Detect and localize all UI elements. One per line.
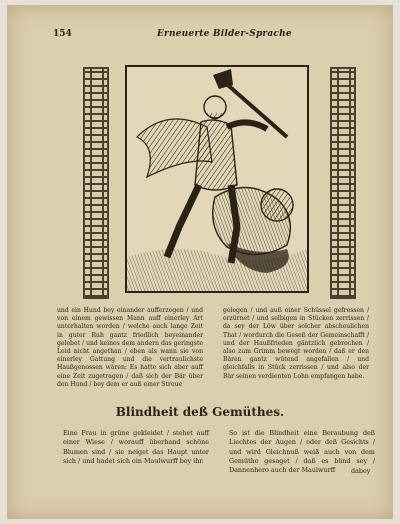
catchword: dabey bbox=[351, 467, 371, 475]
body-text-left bbox=[57, 307, 203, 389]
section-heading: Blindheit deß Gemüthes. bbox=[115, 405, 285, 419]
woodcut-illustration bbox=[125, 65, 309, 293]
section-text-left bbox=[63, 429, 209, 466]
book-page bbox=[7, 5, 393, 519]
paragraph: So ist die Blindheit eine Beraubung deß Liechtes der Augen / oder deß Gesichts / und wird Gleichnuß weiß auch von dem Gemüthe gesaget / daß es blind sey / Dannenhero auch der Maulwurff bbox=[229, 429, 375, 475]
woodcut-drawing bbox=[127, 67, 307, 291]
right-ornamental-border bbox=[330, 67, 356, 299]
left-ornamental-border bbox=[83, 67, 109, 299]
page-number: 154 bbox=[53, 29, 72, 39]
paragraph: und ein Hund bey einander aufferzogen / und von einem gewissen Mann auff einerley Art unterhalten worden / welche auch lange Zeit in guter Ruh gantz friedlich beyeinander gelebet / und keines dem andern das geringste Leid nicht angethan / eben als wann sie von einerley Gattung und die vertraulichste Haußgenossen wären: Es hatte sich aber auff eine Zeit zugetragen / daß sich der Bär über den Hund / bey dem er auß einer Streue bbox=[57, 307, 203, 388]
running-head: Erneuerte Bilder-Sprache bbox=[157, 29, 292, 39]
body-text-right bbox=[223, 307, 369, 381]
paragraph: gelegen / und auß einer Schüssel gefressen / erzürnet / und selbigen in Stücken zerrissen / da sey der Löw über solcher abscheulichen That / wordurch die Geseß der Gemeinschafft / und der Haußfrieden gäntzlich gebrochen / also zum Grimm bewegt worden / daß er den Bären gantz wütend angefallen / und gleichfalls in Stück zerrissen / und also der Bär seinen verdienten Lohn empfangen habe. bbox=[223, 307, 369, 380]
paragraph: Eine Frau in grüne gekleidet / stehet auff einer Wiese / worauff überhand schöne Blumen sind / sie neiget das Haupt unter sich / und hadet sich ein Maulwurff bey ihr. bbox=[63, 429, 209, 465]
